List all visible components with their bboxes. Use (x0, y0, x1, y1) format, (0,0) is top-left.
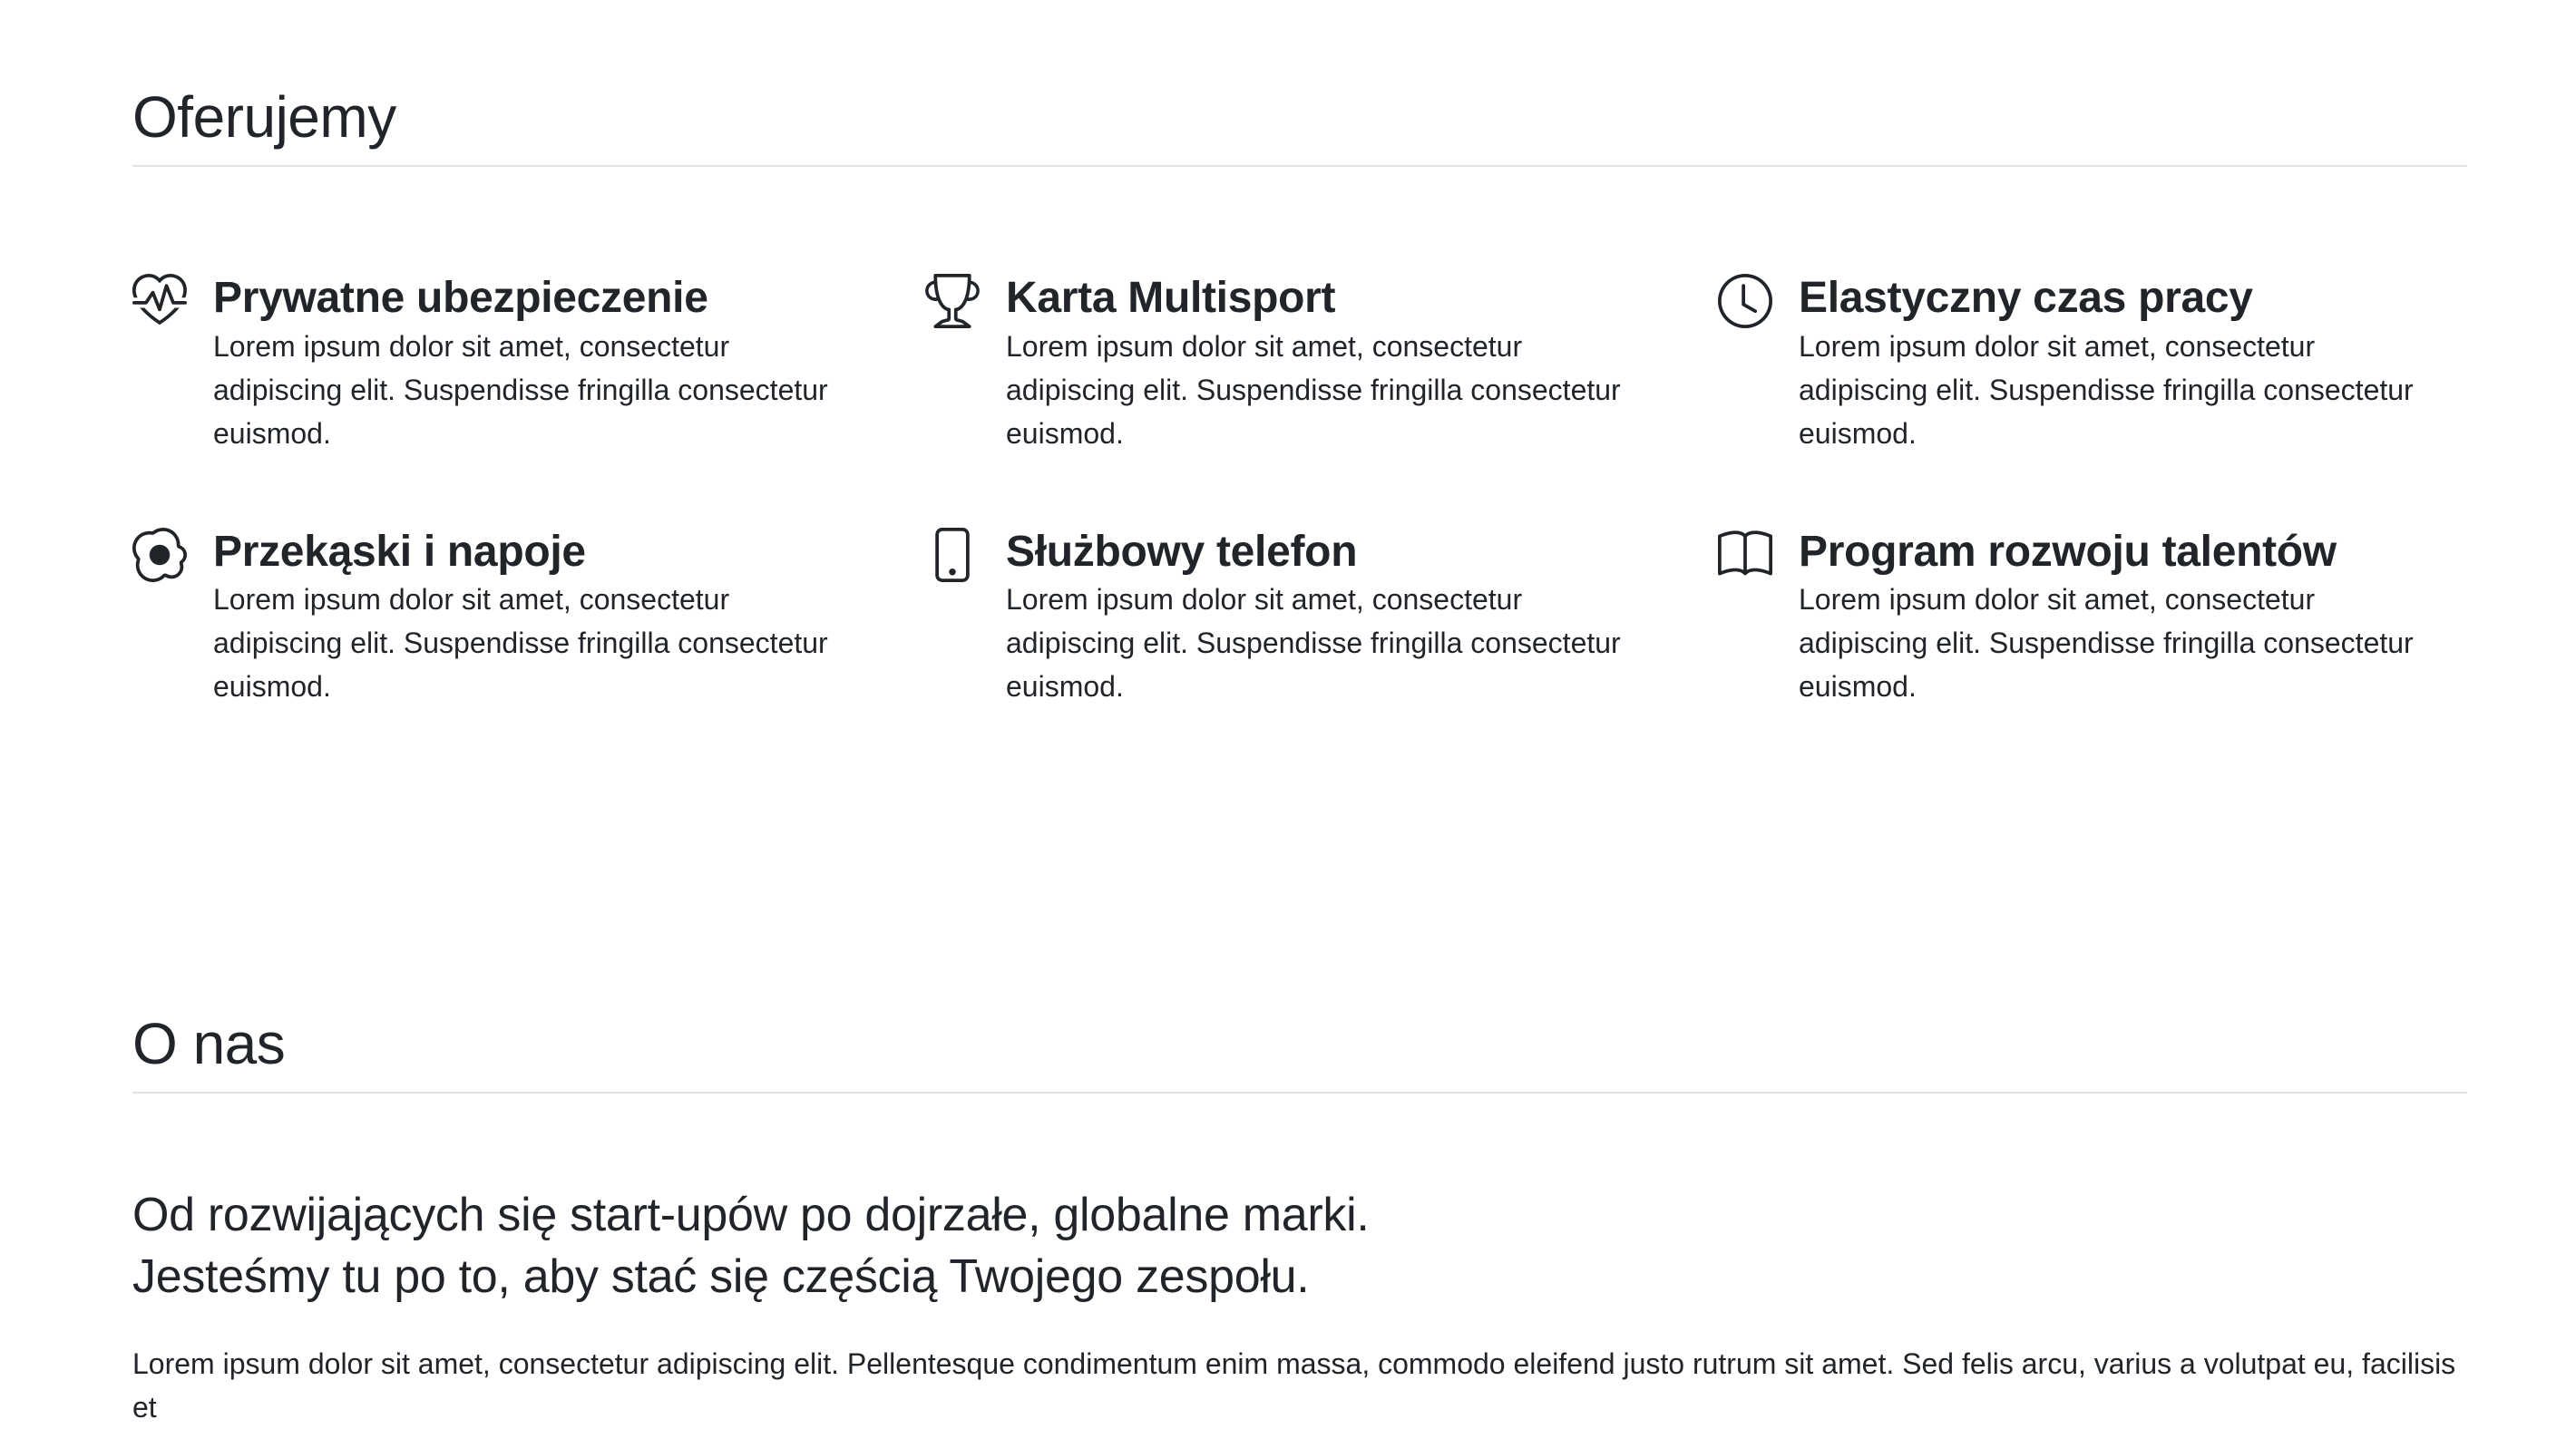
phone-icon (925, 528, 980, 582)
benefit-title: Elastyczny czas pracy (1799, 274, 2253, 322)
benefit-title: Prywatne ubezpieczenie (213, 274, 708, 322)
about-tagline-line-2: Jesteśmy tu po to, aby stać się częścią Twojego zespołu. (132, 1250, 1310, 1303)
book-icon (1718, 528, 1772, 582)
benefit-description: Lorem ipsum dolor sit amet, consectetur adipiscing elit. Suspendisse fringilla consectetur euismod. (213, 583, 828, 704)
benefit-title: Karta Multisport (1006, 274, 1336, 322)
benefit-title: Przekąski i napoje (213, 527, 586, 576)
about-section (132, 1012, 2467, 1094)
benefits-grid (132, 272, 2467, 708)
about-tagline-line-1: Od rozwijających się start-upów po dojrzałe, globalne marki. (132, 1189, 1370, 1241)
benefit-description: Lorem ipsum dolor sit amet, consectetur adipiscing elit. Suspendisse fringilla consectetur euismod. (1799, 583, 2414, 704)
benefit-multisport-card (925, 272, 1718, 455)
benefit-flexible-hours (1718, 272, 2467, 455)
benefit-snacks-drinks (132, 526, 925, 709)
egg-fried-icon (132, 528, 187, 582)
offer-section (132, 85, 2467, 167)
benefit-description: Lorem ipsum dolor sit amet, consectetur adipiscing elit. Suspendisse fringilla consectetur euismod. (213, 329, 828, 450)
benefit-company-phone (925, 526, 1718, 709)
benefit-description: Lorem ipsum dolor sit amet, consectetur adipiscing elit. Suspendisse fringilla consectetur euismod. (1006, 329, 1621, 450)
benefit-description: Lorem ipsum dolor sit amet, consectetur adipiscing elit. Suspendisse fringilla consectetur euismod. (1799, 329, 2414, 450)
heart-pulse-icon (132, 274, 187, 328)
benefit-private-insurance (132, 272, 925, 455)
clock-icon (1718, 274, 1772, 328)
about-tagline (132, 1184, 2467, 1307)
benefit-talent-program (1718, 526, 2467, 709)
benefit-title: Program rozwoju talentów (1799, 527, 2337, 576)
offer-section-title: Oferujemy (132, 85, 2467, 167)
trophy-icon (925, 274, 980, 328)
benefit-title: Służbowy telefon (1006, 527, 1358, 576)
about-section-title: O nas (132, 1012, 2467, 1094)
benefit-description: Lorem ipsum dolor sit amet, consectetur adipiscing elit. Suspendisse fringilla consectetur euismod. (1006, 583, 1621, 704)
about-description: Lorem ipsum dolor sit amet, consectetur adipiscing elit. Pellentesque condimentum enim massa, commodo eleifend justo rutrum sit amet. Sed felis arcu, varius a volutpat eu, facilisis et (132, 1347, 2456, 1424)
